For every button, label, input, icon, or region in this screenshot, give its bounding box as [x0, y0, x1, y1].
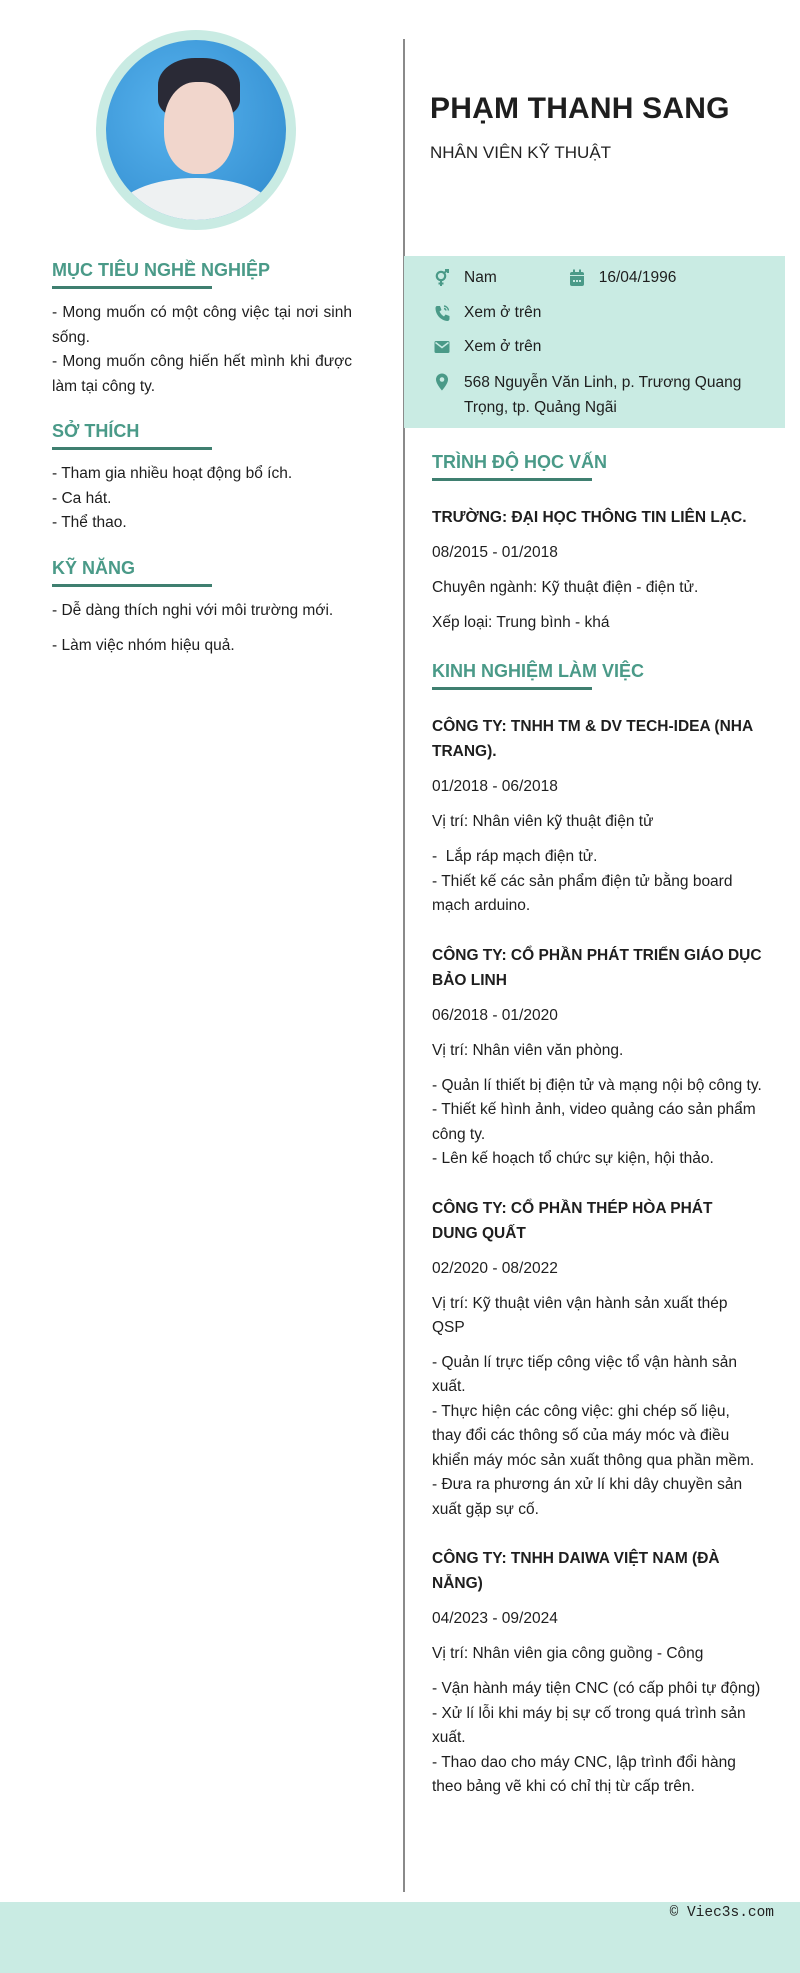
contact-row-address — [434, 370, 785, 420]
text-line: - Thể thao. — [52, 514, 127, 531]
text-line: - Mong muốn công hiến hết mình khi được làm tại công ty. — [52, 353, 352, 395]
job-entry — [432, 714, 762, 919]
right-column — [432, 450, 762, 1824]
objective-text — [52, 301, 352, 399]
left-column — [52, 258, 352, 679]
school-name: TRƯỜNG: ĐẠI HỌC THÔNG TIN LIÊN LẠC. — [432, 509, 747, 526]
job-duties — [432, 1351, 762, 1523]
job-period: 06/2018 - 01/2020 — [432, 1006, 558, 1024]
duty-item: - Xử lí lỗi khi máy bị sự cố trong quá trình sản xuất. — [432, 1704, 746, 1746]
profile-photo — [106, 40, 286, 220]
experience-section — [432, 659, 762, 1800]
skills-section — [52, 556, 352, 659]
contact-row-email — [434, 335, 785, 370]
company-name: CÔNG TY: CỔ PHẦN PHÁT TRIỂN GIÁO DỤC BẢO LINH — [432, 946, 762, 989]
job-duties — [432, 1074, 762, 1172]
job-entry — [432, 943, 762, 1172]
job-duties — [432, 1677, 762, 1800]
job-title: NHÂN VIÊN KỸ THUẬT — [430, 143, 612, 162]
job-entry — [432, 1196, 762, 1523]
section-heading: MỤC TIÊU NGHỀ NGHIỆP — [52, 260, 271, 280]
job-period: 01/2018 - 06/2018 — [432, 778, 558, 795]
duty-item: - Thực hiện các công việc: ghi chép số liệu, thay đổi các thông số của máy móc và điều khiển máy móc sản xuất thông qua phần mềm. — [432, 1402, 755, 1469]
dob — [569, 266, 677, 290]
education-section — [432, 450, 762, 635]
envelope-icon — [434, 338, 450, 356]
job-position: Vị trí: Nhân viên gia công guồng - Công — [432, 1645, 704, 1662]
duty-item: - Lắp ráp mạch điện tử. — [432, 848, 598, 865]
job-duties — [432, 845, 762, 919]
duty-item: - Vận hành máy tiện CNC (có cấp phôi tự động) — [432, 1680, 761, 1697]
duty-item: - Thiết kế hình ảnh, video quảng cáo sản phẩm công ty. — [432, 1101, 756, 1143]
copyright-text: © Viec3s.com — [669, 1905, 774, 1921]
company-name: CÔNG TY: TNHH DAIWA VIỆT NAM (ĐÀ NẴNG) — [432, 1550, 720, 1592]
text-line: - Làm việc nhóm hiệu quả. — [52, 637, 235, 654]
heading-underline — [432, 478, 592, 481]
education-period: 08/2015 - 01/2018 — [432, 544, 558, 561]
job-period: 04/2023 - 09/2024 — [432, 1610, 558, 1627]
heading-underline — [52, 447, 212, 450]
duty-item: - Lên kế hoạch tổ chức sự kiện, hội thảo. — [432, 1150, 714, 1167]
hobbies-text — [52, 462, 352, 536]
dob-value: 16/04/1996 — [598, 269, 677, 286]
duty-item: - Quản lí thiết bị điện tử và mạng nội bộ công ty. — [432, 1076, 762, 1094]
text-line: - Tham gia nhiều hoạt động bổ ích. — [52, 465, 293, 482]
footer-bar — [0, 1902, 800, 1973]
heading-underline — [52, 286, 212, 289]
contact-row-gender-dob — [434, 266, 785, 301]
address-value: 568 Nguyễn Văn Linh, p. Trương Quang Trọng, tp. Quảng Ngãi — [464, 373, 742, 416]
company-name: CÔNG TY: CỔ PHẦN THÉP HÒA PHÁT DUNG QUẤT — [432, 1199, 713, 1242]
job-period: 02/2020 - 08/2022 — [432, 1259, 558, 1277]
job-entry — [432, 1546, 762, 1800]
heading-underline — [52, 584, 212, 587]
job-position: Vị trí: Kỹ thuật viên vận hành sản xuất thép QSP — [432, 1294, 728, 1336]
contact-panel — [404, 256, 785, 428]
text-line: - Ca hát. — [52, 489, 112, 507]
duty-item: - Quản lí trực tiếp công việc tổ vận hành sản xuất. — [432, 1353, 738, 1395]
company-name: CÔNG TY: TNHH TM & DV TECH-IDEA (NHA TRANG). — [432, 718, 753, 760]
email-value: Xem ở trên — [464, 338, 542, 355]
phone-value: Xem ở trên — [464, 303, 542, 321]
section-heading: SỞ THÍCH — [52, 421, 140, 441]
hobbies-section — [52, 419, 352, 536]
text-line: - Mong muốn có một công việc tại nơi sinh sống. — [52, 304, 352, 346]
education-major: Chuyên ngành: Kỹ thuật điện - điện tử. — [432, 579, 699, 596]
job-position: Vị trí: Nhân viên văn phòng. — [432, 1041, 624, 1059]
duty-item: - Đưa ra phương án xử lí khi dây chuyền sản xuất gặp sự cố. — [432, 1476, 743, 1518]
gender-value: Nam — [464, 269, 497, 286]
phone-icon — [434, 304, 450, 322]
section-heading: TRÌNH ĐỘ HỌC VẤN — [432, 452, 607, 472]
candidate-name: PHẠM THANH SANG — [430, 92, 730, 125]
objective-section — [52, 258, 352, 399]
map-pin-icon — [434, 373, 450, 391]
duty-item: - Thao dao cho máy CNC, lập trình đổi hàng theo bảng vẽ khi có chỉ thị từ cấp trên. — [432, 1753, 736, 1795]
calendar-icon — [569, 269, 585, 287]
gender-icon — [434, 269, 450, 287]
section-heading: KỸ NĂNG — [52, 557, 136, 578]
heading-underline — [432, 687, 592, 690]
contact-row-phone — [434, 301, 785, 336]
duty-item: - Thiết kế các sản phẩm điện tử bằng board mạch arduino. — [432, 872, 733, 914]
avatar — [96, 30, 296, 230]
job-position: Vị trí: Nhân viên kỹ thuật điện tử — [432, 813, 654, 830]
education-grade: Xếp loại: Trung bình - khá — [432, 614, 610, 631]
skills-text — [52, 599, 352, 659]
text-line: - Dễ dàng thích nghi với môi trường mới. — [52, 601, 334, 619]
section-heading: KINH NGHIỆM LÀM VIỆC — [432, 661, 645, 681]
